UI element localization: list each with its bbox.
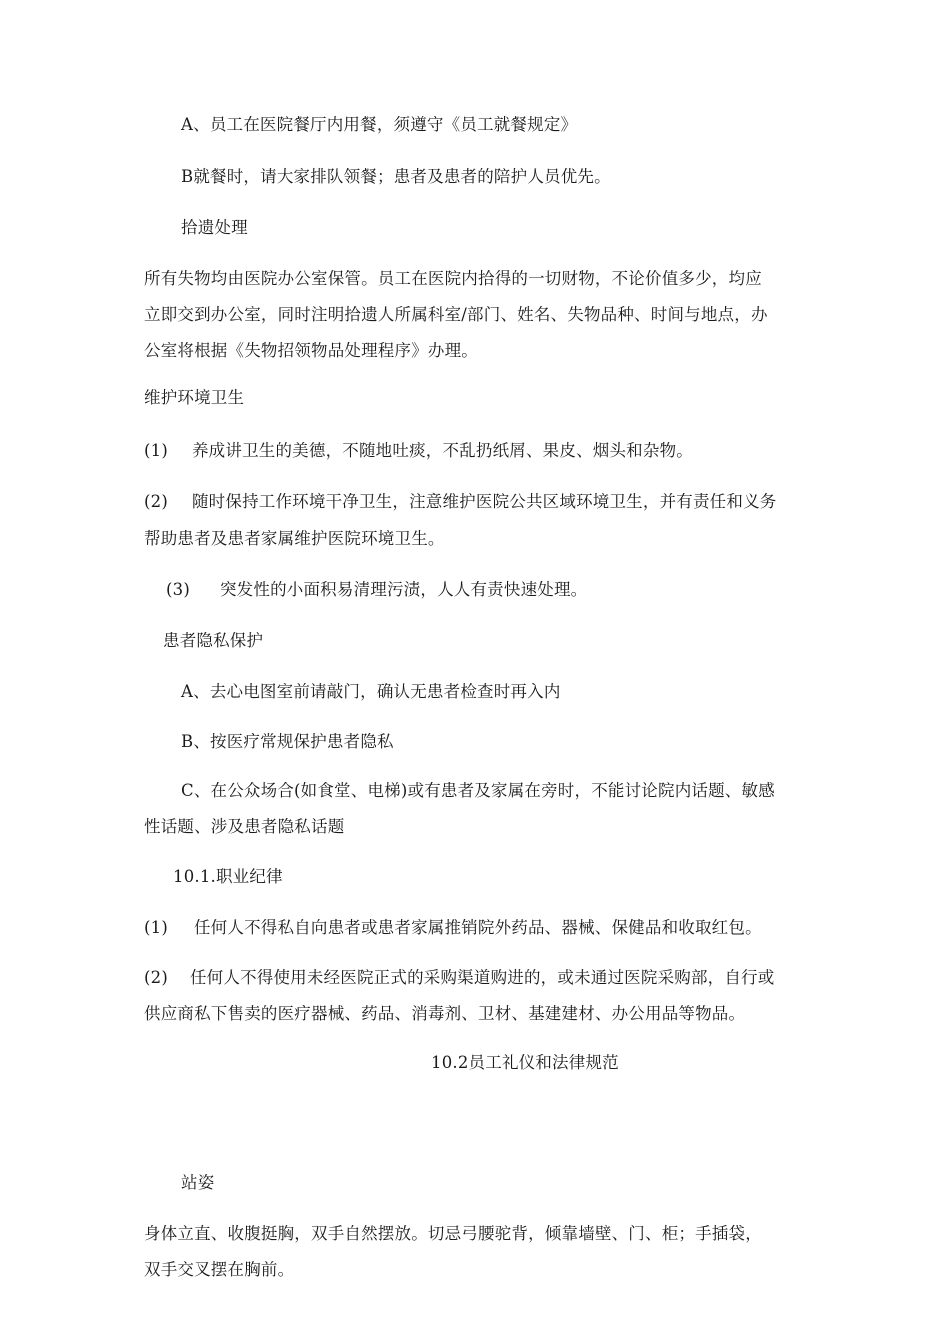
privacy-rule-a: A、去心电图室前请敲门，确认无患者检查时再入内 — [181, 682, 561, 701]
hygiene-item-3-number: (3) — [166, 580, 190, 599]
posture-heading: 站姿 — [181, 1173, 215, 1192]
discipline-heading: 10.1.职业纪律 — [173, 867, 283, 886]
etiquette-heading: 10.2员工礼仪和法律规范 — [431, 1053, 619, 1072]
lost-found-body-line-1: 所有失物均由医院办公室保管。员工在医院内拾得的一切财物，不论价值多少，均应 — [144, 269, 762, 288]
privacy-rule-c-line-2: 性话题、涉及患者隐私话题 — [144, 817, 345, 836]
posture-body-line-1: 身体立直、收腹挺胸，双手自然摆放。切忌弓腰驼背，倾靠墙壁、门、柜；手插袋， — [144, 1224, 762, 1243]
discipline-item-1-text: 任何人不得私自向患者或患者家属推销院外药品、器械、保健品和收取红包。 — [193, 918, 762, 937]
hygiene-item-2-line-2: 帮助患者及患者家属维护医院环境卫生。 — [144, 529, 445, 548]
privacy-rule-b: B、按医疗常规保护患者隐私 — [181, 732, 394, 751]
hygiene-item-3 — [166, 573, 587, 607]
hygiene-item-2-text: 随时保持工作环境干净卫生，注意维护医院公共区域环境卫生，并有责任和义务 — [191, 492, 777, 511]
hygiene-heading: 维护环境卫生 — [144, 388, 245, 407]
privacy-rule-c-line-1: C、在公众场合(如食堂、电梯)或有患者及家属在旁时，不能讨论院内话题、敏感 — [181, 781, 775, 800]
dining-rule-a: A、员工在医院餐厅内用餐，须遵守《员工就餐规定》 — [181, 115, 578, 134]
hygiene-item-3-text: 突发性的小面积易清理污渍，人人有责快速处理。 — [219, 580, 588, 599]
discipline-item-2-line-2: 供应商私下售卖的医疗器械、药品、消毒剂、卫材、基建建材、办公用品等物品。 — [144, 1004, 746, 1023]
discipline-item-2-text: 任何人不得使用未经医院正式的采购渠道购进的，或未通过医院采购部，自行或 — [189, 968, 775, 987]
lost-found-heading: 拾遗处理 — [181, 218, 248, 237]
hygiene-item-1 — [144, 434, 693, 468]
posture-body-line-2: 双手交叉摆在胸前。 — [144, 1260, 295, 1279]
hygiene-item-1-number: (1) — [144, 441, 168, 460]
hygiene-item-2-line-1 — [144, 485, 776, 519]
dining-rule-b: B就餐时，请大家排队领餐；患者及患者的陪护人员优先。 — [181, 167, 611, 186]
privacy-heading: 患者隐私保护 — [163, 631, 264, 650]
hygiene-item-2-number: (2) — [144, 492, 168, 511]
hygiene-item-1-text: 养成讲卫生的美德，不随地吐痰，不乱扔纸屑、果皮、烟头和杂物。 — [191, 441, 693, 460]
discipline-item-1-number: (1) — [144, 918, 168, 937]
discipline-item-1 — [144, 911, 762, 945]
discipline-item-2-number: (2) — [144, 968, 168, 987]
lost-found-body-line-2: 立即交到办公室，同时注明拾遗人所属科室/部门、姓名、失物品种、时间与地点，办 — [144, 305, 768, 324]
discipline-item-2-line-1 — [144, 961, 774, 995]
lost-found-body-line-3: 公室将根据《失物招领物品处理程序》办理。 — [144, 341, 478, 360]
